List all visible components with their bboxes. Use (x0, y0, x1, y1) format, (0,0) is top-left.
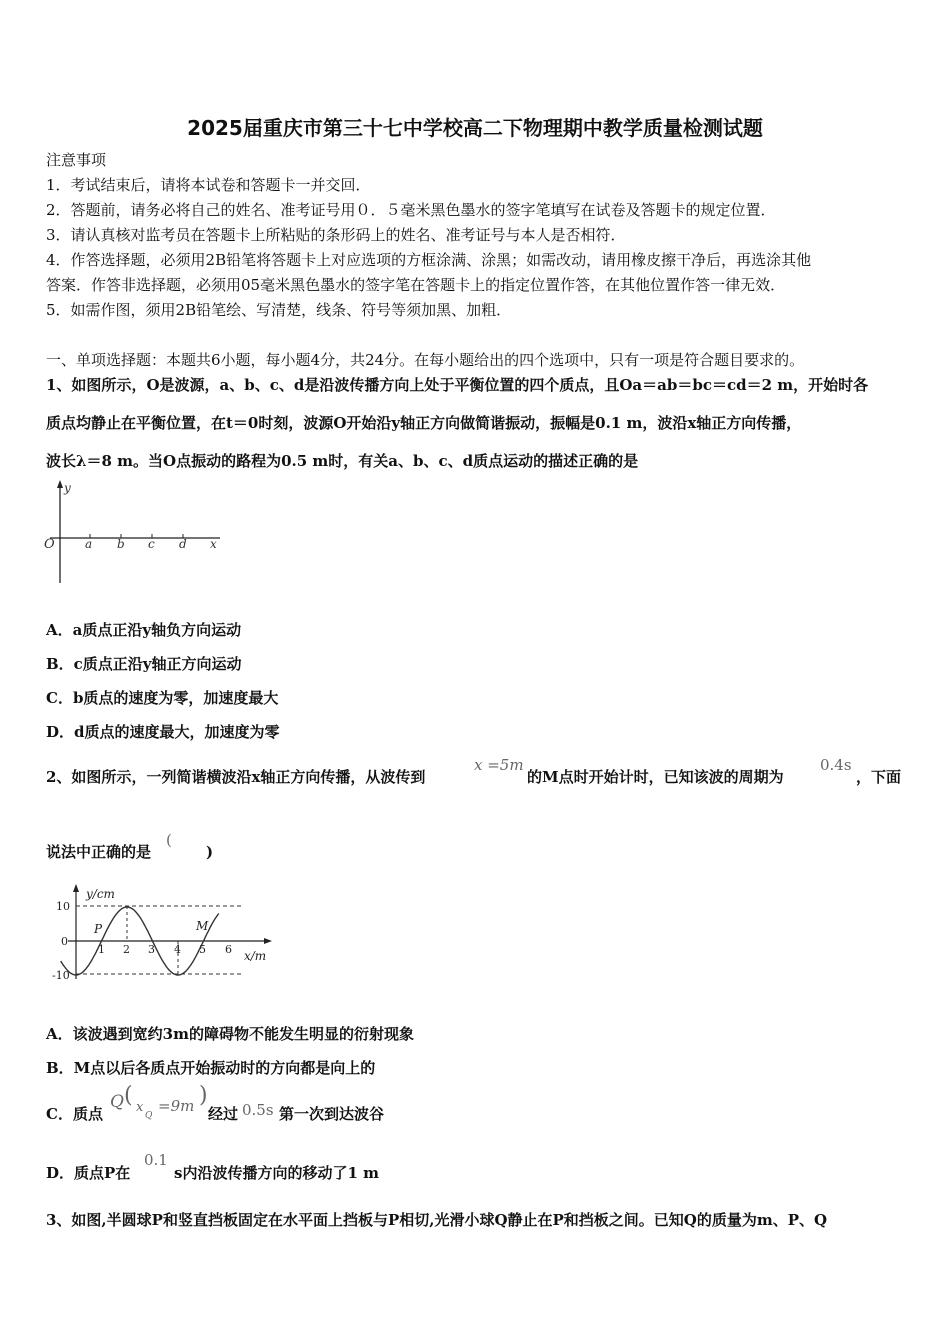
q1-option-a: A．a质点正沿y轴负方向运动 (46, 621, 242, 639)
q2-x-tick-6: 6 (225, 943, 232, 956)
q2-point-p: P (94, 922, 103, 936)
q1-stem-line1: 1、如图所示，O是波源，a、b、c、d是沿波传播方向上处于平衡位置的四个质点，且Oa＝ab＝bc＝cd＝2 m，开始时各 (46, 376, 869, 394)
q1-origin-label: O (44, 537, 55, 552)
q2-option-c-part2: 经过 (208, 1105, 239, 1123)
q2-stem-part2: 的M点时开始计时，已知该波的周期为 (527, 768, 784, 786)
q2-option-b: B．M点以后各质点开始振动时的方向都是向上的 (46, 1059, 376, 1077)
q1-option-b: B．c质点正沿y轴正方向运动 (46, 655, 242, 673)
q2-option-c-part3: 第一次到达波谷 (279, 1105, 385, 1123)
q2-option-d-math: 0.1 (144, 1151, 168, 1169)
q2-stem-part3: ，下面 (856, 768, 902, 786)
q2-y-tick-10: 10 (56, 900, 70, 913)
notice-item: 4．作答选择题，必须用2B铅笔将答题卡上对应选项的方框涂满、涂黑；如需改动，请用橡皮擦干净后，再选涂其他 (46, 251, 812, 269)
q2-option-c-part1: C．质点 (46, 1105, 103, 1123)
q1-option-d: D．d质点的速度最大，加速度为零 (46, 723, 280, 741)
q2-x-tick-3: 3 (148, 943, 155, 956)
q1-y-label: y (64, 481, 71, 495)
q2-stem-part1: 2、如图所示，一列简谐横波沿x轴正方向传播，从波传到 (46, 768, 426, 786)
q1-point-a: a (85, 537, 93, 551)
q1-point-d: d (179, 537, 187, 551)
notice-heading: 注意事项 (46, 151, 107, 169)
q2-option-a: A．该波遇到宽约3m的障碍物不能发生明显的衍射现象 (46, 1025, 414, 1043)
q1-stem-line2: 质点均静止在平衡位置，在t＝0时刻，波源O开始沿y轴正方向做简谐振动，振幅是0.1 m，波沿x轴正方向传播， (46, 414, 802, 432)
notice-item: 3．请认真核对监考员在答题卡上所粘贴的条形码上的姓名、准考证号与本人是否相符． (46, 226, 626, 244)
q2-option-c-math-sub: Q (145, 1111, 153, 1121)
q2-option-c-paren-right: ) (199, 1083, 208, 1108)
notice-item: 2．答题前，请务必将自己的姓名、准考证号用０．５毫米黑色墨水的签字笔填写在试卷及答题卡的规定位置． (46, 201, 776, 219)
q2-x-tick-1: 1 (98, 943, 105, 956)
q2-math-x: x =5m (474, 756, 524, 774)
q2-option-d-part2: s内沿波传播方向的移动了1 m (174, 1164, 379, 1182)
q2-x-tick-4: 4 (174, 943, 181, 956)
q2-y-tick-0: 0 (61, 935, 68, 948)
q1-stem-line3: 波长λ＝8 m。当O点振动的路程为0.5 m时，有关a、b、c、d质点运动的描述正确的是 (46, 452, 639, 470)
q2-paren-close: ) (206, 843, 214, 861)
q1-x-label: x (210, 537, 217, 551)
q2-option-c-math-q: Q (110, 1092, 124, 1112)
q1-option-c: C．b质点的速度为零，加速度最大 (46, 689, 279, 707)
q2-option-c-math-x: x (136, 1100, 144, 1115)
q2-option-c-math-time: 0.5s (242, 1101, 274, 1119)
q1-axis-figure (40, 478, 230, 588)
q2-y-tick-neg10: -10 (52, 969, 70, 982)
q2-option-c-math-eq: =9m (158, 1097, 195, 1115)
q3-stem-line1: 3、如图,半圆球P和竖直挡板固定在水平面上挡板与P相切,光滑小球Q静止在P和挡板之间。已知Q的质量为m、P、Q (46, 1211, 828, 1229)
q2-option-d-part1: D．质点P在 (46, 1164, 131, 1182)
q1-point-b: b (117, 537, 125, 551)
q2-wave-figure (44, 884, 284, 984)
q2-x-tick-2: 2 (123, 943, 130, 956)
notice-item: 5．如需作图，须用2B铅笔绘、写清楚，线条、符号等须加黑、加粗． (46, 301, 512, 319)
section-heading: 一、单项选择题：本题共6小题，每小题4分，共24分。在每小题给出的四个选项中，只有一项是符合题目要求的。 (46, 351, 805, 369)
q2-x-tick-5: 5 (199, 943, 206, 956)
q2-paren-open: ( (166, 831, 172, 849)
q1-point-c: c (148, 537, 155, 551)
q2-x-label: x/m (244, 949, 267, 963)
q2-stem-line2: 说法中正确的是 (46, 843, 152, 861)
notice-item: 答案．作答非选择题，必须用05毫米黑色墨水的签字笔在答题卡上的指定位置作答，在其他位置作答一律无效． (46, 276, 786, 294)
q2-y-label: y/cm (86, 887, 115, 901)
notice-item: 1．考试结束后，请将本试卷和答题卡一并交回． (46, 176, 371, 194)
page-title: 2025届重庆市第三十七中学校高二下物理期中教学质量检测试题 (187, 116, 763, 140)
q2-option-c-paren-left: ( (124, 1083, 133, 1108)
q2-math-period: 0.4s (820, 756, 852, 774)
q2-point-m: M (196, 919, 209, 933)
